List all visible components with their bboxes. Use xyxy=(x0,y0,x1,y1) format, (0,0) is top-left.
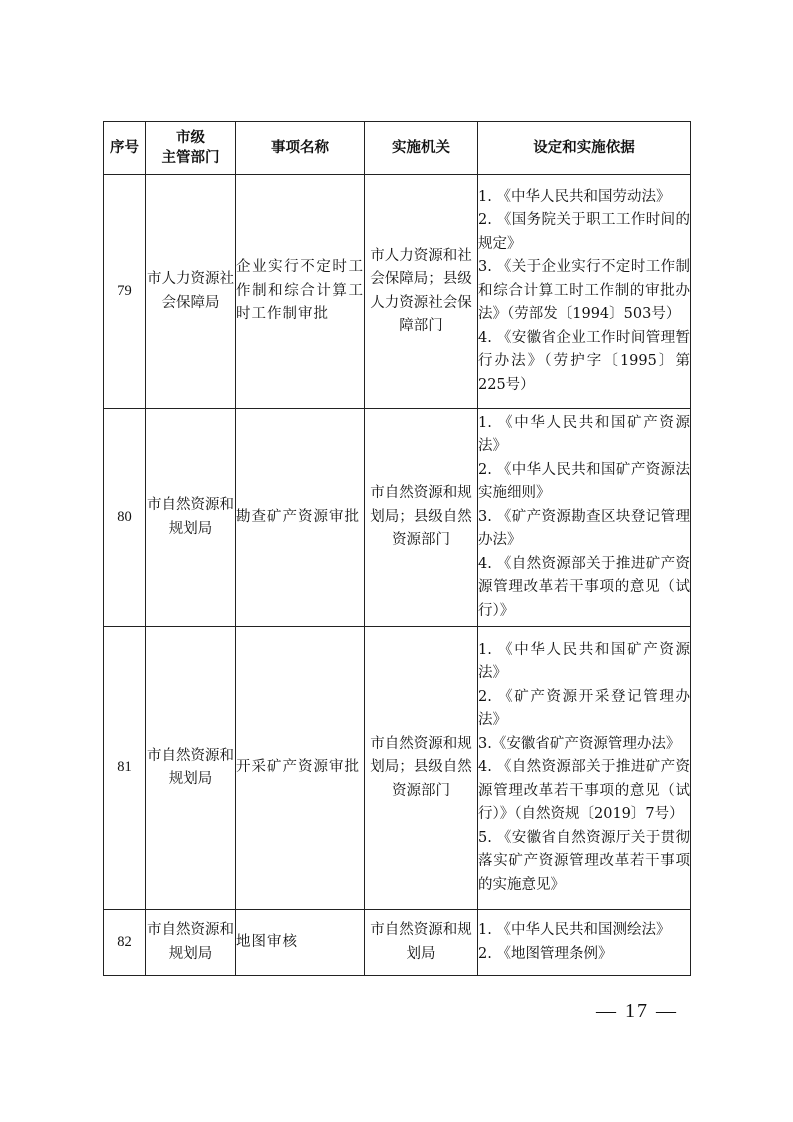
basis-item: 2. 《中华人民共和国矿产资源法实施细则》 xyxy=(478,461,690,502)
header-dept-line2: 主管部门 xyxy=(161,150,220,166)
row-dept: 市人力资源社会保障局 xyxy=(146,175,236,409)
basis-item: 4. 《自然资源部关于推进矿产资源管理改革若干事项的意见（试行）》（自然资规〔2019〕7号） xyxy=(478,759,690,823)
table-row xyxy=(104,627,691,910)
table-header-row xyxy=(104,122,691,175)
basis-item: 3. 《关于企业实行不定时工作制和综合计算工时工作制的审批办法》（劳部发〔1994〕503号） xyxy=(478,259,690,323)
row-agency: 市自然资源和规划局 xyxy=(365,910,478,976)
row-number: 82 xyxy=(104,910,146,976)
basis-item: 4. 《安徽省企业工作时间管理暂行办法》（劳护字〔1995〕第225号） xyxy=(478,329,690,393)
row-basis xyxy=(478,627,691,910)
row-item-name: 勘查矿产资源审批 xyxy=(236,409,365,627)
basis-item: 1. 《中华人民共和国劳动法》 xyxy=(478,188,671,205)
row-item-name: 开采矿产资源审批 xyxy=(236,627,365,910)
header-name: 事项名称 xyxy=(236,122,365,175)
table-row xyxy=(104,409,691,627)
header-dept xyxy=(146,122,236,175)
basis-item: 1. 《中华人民共和国矿产资源法》 xyxy=(478,414,690,455)
row-number: 79 xyxy=(104,175,146,409)
basis-item: 2. 《地图管理条例》 xyxy=(478,945,613,962)
row-agency: 市人力资源和社会保障局；县级人力资源社会保障部门 xyxy=(365,175,478,409)
basis-item: 3.《安徽省矿产资源管理办法》 xyxy=(478,735,681,752)
row-basis xyxy=(478,175,691,409)
header-no: 序号 xyxy=(104,122,146,175)
row-number: 81 xyxy=(104,627,146,910)
row-basis xyxy=(478,910,691,976)
table-row xyxy=(104,910,691,976)
basis-item: 2. 《国务院关于职工工作时间的规定》 xyxy=(478,212,690,252)
row-number: 80 xyxy=(104,409,146,627)
page-number: — 17 — xyxy=(596,1000,678,1022)
row-item-name: 企业实行不定时工作制和综合计算工时工作制审批 xyxy=(236,175,365,409)
authorization-table xyxy=(103,121,691,976)
row-agency: 市自然资源和规划局；县级自然资源部门 xyxy=(365,627,478,910)
row-dept: 市自然资源和规划局 xyxy=(146,910,236,976)
basis-item: 2. 《矿产资源开采登记管理办法》 xyxy=(478,688,690,729)
basis-item: 1. 《中华人民共和国测绘法》 xyxy=(478,922,671,938)
basis-item: 4. 《自然资源部关于推进矿产资源管理改革若干事项的意见（试行）》 xyxy=(478,555,690,619)
row-agency: 市自然资源和规划局；县级自然资源部门 xyxy=(365,409,478,627)
row-dept: 市自然资源和规划局 xyxy=(146,627,236,910)
row-dept: 市自然资源和规划局 xyxy=(146,409,236,627)
table-row xyxy=(104,175,691,409)
row-item-name: 地图审核 xyxy=(236,910,365,976)
basis-item: 5. 《安徽省自然资源厅关于贯彻落实矿产资源管理改革若干事项的实施意见》 xyxy=(478,829,690,893)
header-agency: 实施机关 xyxy=(365,122,478,175)
header-basis: 设定和实施依据 xyxy=(478,122,691,175)
header-dept-line1: 市级 xyxy=(176,130,205,146)
row-basis xyxy=(478,409,691,627)
basis-item: 1. 《中华人民共和国矿产资源法》 xyxy=(478,641,690,682)
basis-item: 3. 《矿产资源勘查区块登记管理办法》 xyxy=(478,508,690,549)
